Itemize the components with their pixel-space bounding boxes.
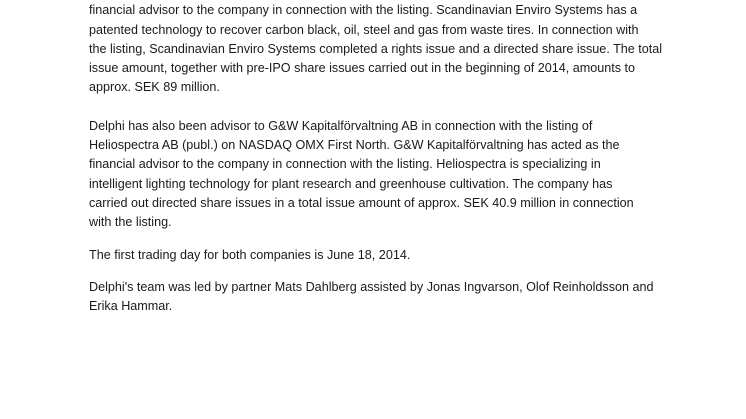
paragraph-first-trading-day: The first trading day for both companies is June 18, 2014. — [89, 247, 411, 262]
document-body — [89, 0, 679, 316]
paragraph-delphi-team: Delphi's team was led by partner Mats Dahlberg assisted by Jonas Ingvarson, Olof Reinholdsson and Erika Hammar. — [89, 279, 654, 314]
paragraph-heliospectra-listing: Delphi has also been advisor to G&W Kapitalförvaltning AB in connection with the listing of Heliospectra AB (publ.) on NASDAQ OMX First North. G&W Kapitalförvaltning has acted as the financial advisor to the company in connection with the listing. Heliospectra is specializing in intelligent lighting technology for plant research and greenhouse cultivation. The company has carried out directed share issues in a total issue amount of approx. SEK 40.9 million in connection with the listing. — [89, 118, 634, 230]
paragraph-enviro-listing: financial advisor to the company in connection with the listing. Scandinavian Enviro Systems has a patented technology to recover carbon black, oil, steel and gas from waste tires. In connection with the listing, Scandinavian Enviro Systems completed a rights issue and a directed share issue. The total issue amount, together with pre-IPO share issues carried out in the beginning of 2014, amounts to approx. SEK 89 million. — [89, 3, 663, 95]
